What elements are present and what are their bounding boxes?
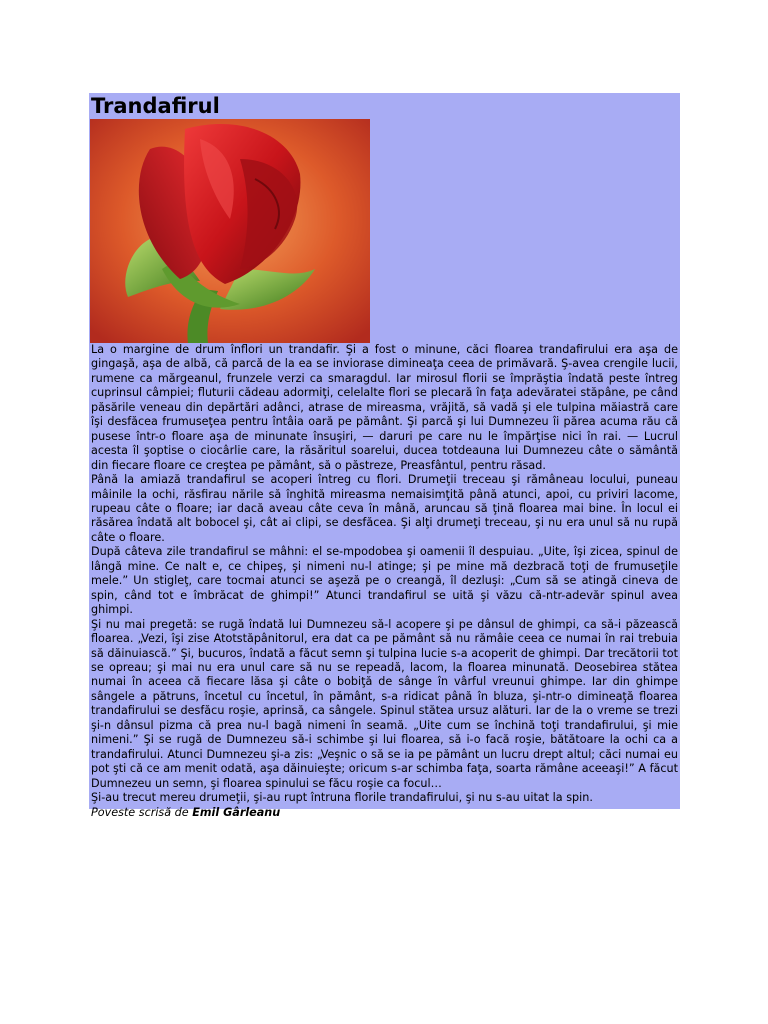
paragraph: Până la amiază trandafirul se acoperi întreg cu flori. Drumeţii treceau şi rămâneau locului, puneau mâinile la ochi, răsfirau nările să înghită mireasma nemaisimţită până atunci, apoi, cu priviri lacome, rupeau câte o floare; iar dacă aveau câte ceva în mână, aruncau să ţină floarea mai bine. În locul ei răsărea îndată alt bobocel şi, cât ai clipi, se desfăcea. Şi alţi drumeţi treceau, şi nu era unul să nu rupă câte o floare. — [91, 473, 678, 544]
byline-prefix: Poveste scrisă de — [91, 805, 193, 819]
author-name: Emil Gârleanu — [192, 805, 281, 819]
paragraph: După câteva zile trandafirul se mâhni: el se-mpodobea şi oamenii îl despuiau. „Uite, îşi zicea, spinul de lângă mine. Ce nalt e, ce chipeş, şi nimeni nu-l atinge; şi pe mine mă dezbracă toţi de frumuseţile mele.” Un stigleţ, care tocmai atunci se aşeză pe o creangă, îl dezluşi: „Cum să se atingă cineva de spin, când tot e îmbrăcat de ghimpi!” Atunci trandafirul se uită şi văzu că-ntr-adevăr spinul avea ghimpi. — [91, 545, 678, 617]
paragraph: La o margine de drum înflori un trandafir. Şi a fost o minune, căci floarea trandafirului era aşa de gingaşă, aşa de albă, că parcă de la ea se inviorase dimineaţa ceea de primăvară. Ş-avea crengile lucii, rumene ca mărgeanul, frunzele verzi ca smaragdul. Iar mirosul florii se împrăştia îndată peste întreg cuprinsul câmpiei; fluturii cădeau adormiţi, celelalte flori se plecară în faţa adevăratei stăpâne, pe când păsările veneau din depărtări adânci, atrase de mireasma, vrăjită, să vadă şi ele tulpina măiastră care îşi desfăcea frumuseţea pentru întâia oară pe pământ. Şi parcă şi lui Dumnezeu îi părea acuma rău că pusese într-o floare aşa de minunate însuşiri, — daruri pe care nu le împărţise nici în rai. — Lucrul acesta îl şoptise o ciocârlie care, la răsăritul soarelui, ducea totdeauna lui Dumnezeu câte o sământă din fiecare floare ce creştea pe pământ, să o păstreze, Preasfântul, pentru răsad. — [91, 343, 678, 472]
byline — [91, 806, 678, 820]
page-title: Trandafirul — [91, 94, 220, 118]
paragraph: Şi nu mai pregetă: se rugă îndată lui Dumnezeu să-l acopere şi pe dânsul de ghimpi, ca să-i păzească floarea. „Vezi, îşi zise Atotstăpânitorul, era dat ca pe pământ să nu rămâie ceea ce numai în rai trebuia să dăinuiască.” Şi, bucuros, îndată a făcut semn şi tulpina lucie s-a acoperit de ghimpi. Dar trecătorii tot se opreau; şi mai nu era unul care să nu se repeadă, lacom, la floarea minunată. Deosebirea stătea numai în aceea că fiecare lăsa şi câte o bobiţă de sânge în vârful vreunui ghimpe. Iar din ghimpe sângele a pătruns, încetul cu încetul, în pământ, s-a ridicat până în bluza, şi-ntr-o dimineaţă floarea trandafirului se desfăcu roşie, aprinsă, ca sângele. Spinul stătea ursuz alături. Iar de la o vreme se trezi şi-n dânsul pizma că prea nu-l bagă nimeni în seamă. „Uite cum se închină toţi trandafirului, şi mie nimeni.” Şi se rugă de Dumnezeu să-i schimbe şi lui floarea, să i-o facă roşie, bătătoare la ochi ca a trandafirului. Atunci Dumnezeu şi-a zis: „Veşnic o să se ia pe pământ un lucru drept altul; căci numai eu pot şti că ce am menit odată, aşa dăinuieşte; oricum s-ar schimba faţa, soarta rămâne aceeaşi!” A făcut Dumnezeu un semn, şi floarea spinului se făcu roşie ca focul… — [91, 617, 678, 790]
paragraph: Şi-au trecut mereu drumeţii, şi-au rupt întruna florile trandafirului, şi nu s-au uitat la spin. — [91, 791, 593, 805]
red-rose-image — [90, 119, 370, 343]
story-text — [91, 343, 678, 820]
